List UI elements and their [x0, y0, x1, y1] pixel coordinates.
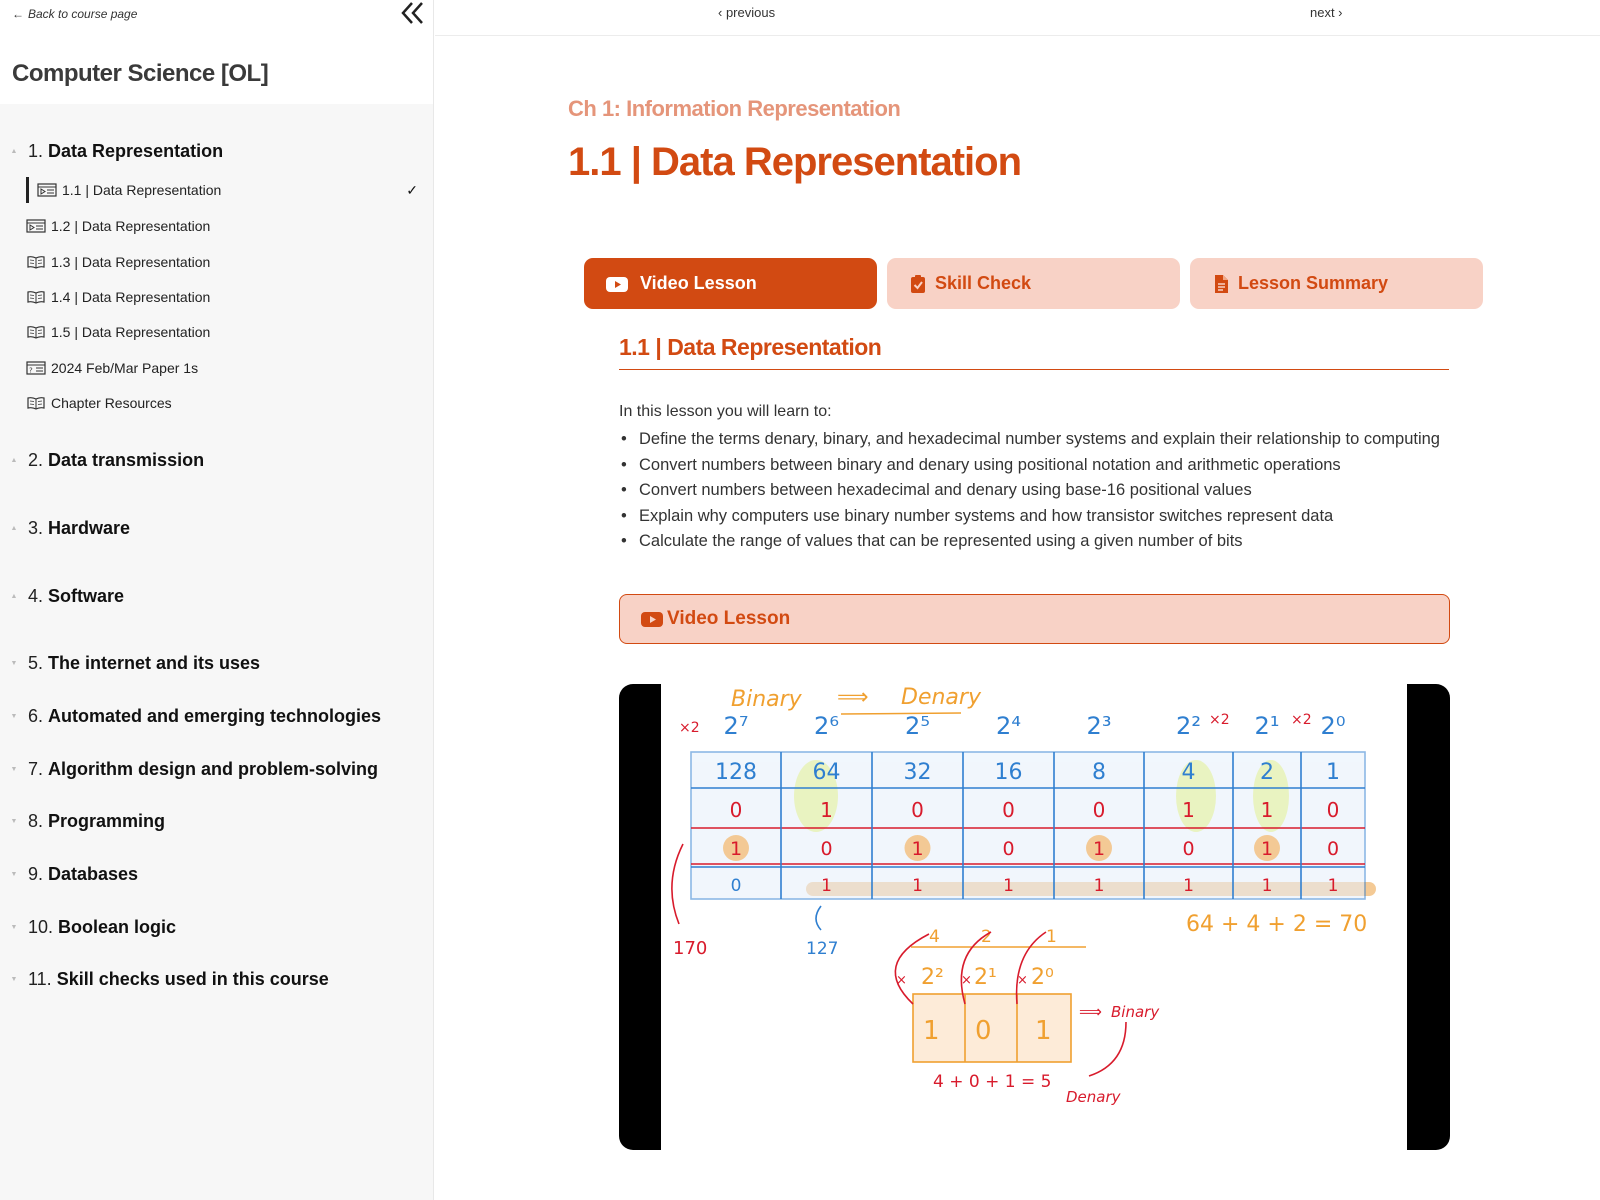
chapter-1[interactable] [0, 137, 434, 165]
place-value: 8 [1092, 760, 1106, 785]
video-lesson-banner[interactable] [619, 594, 1450, 644]
back-to-course-label: Back to course page [28, 7, 138, 21]
chapter-name: Automated and emerging technologies [48, 705, 382, 726]
row2-arrow [672, 844, 683, 924]
chapter-number: 7. [28, 758, 44, 779]
youtube-play-icon [606, 275, 628, 293]
page-title: 1.1 | Data Representation [568, 140, 1022, 184]
chapter-9[interactable] [0, 860, 434, 888]
small-binary-label: Binary [1111, 1003, 1160, 1021]
chapter-4[interactable] [0, 582, 434, 610]
lesson-1-1[interactable] [26, 177, 426, 203]
place-value: 64 [812, 760, 841, 785]
tab-label: Lesson Summary [1238, 273, 1389, 293]
chapter-number: 1. [28, 140, 44, 161]
chapter-number: 4. [28, 585, 44, 606]
row2-bit: 1 [1260, 838, 1274, 860]
chapter-7[interactable] [0, 755, 434, 783]
power-label: 2⁶ [814, 712, 839, 740]
expand-triangle-icon: ▲ [10, 524, 18, 532]
chapter-6[interactable] [0, 702, 434, 730]
clipboard-check-icon [907, 275, 929, 293]
row2-bit: 0 [1326, 838, 1340, 860]
chapter-name: Algorithm design and problem-solving [48, 758, 379, 779]
expand-triangle-icon: ▲ [10, 456, 18, 464]
tab-lesson-summary[interactable] [1190, 258, 1483, 309]
tab-video-lesson[interactable] [584, 258, 877, 309]
row3-bit: 1 [1093, 876, 1105, 896]
small-label: 2¹ [974, 965, 997, 990]
small-power: 2 [981, 927, 992, 947]
row3-result: 127 [806, 939, 839, 959]
lesson-label: 1.3 | Data Representation [51, 254, 211, 270]
objectives-intro: In this lesson you will learn to: [619, 403, 832, 420]
chapter-label: Ch 1: Information Representation [568, 96, 901, 121]
collapse-triangle-icon: ▼ [10, 870, 18, 878]
book-icon [26, 255, 46, 269]
row2-bit: 0 [820, 838, 833, 860]
small-bit: 1 [1035, 1016, 1052, 1046]
row2-bit: 1 [729, 838, 743, 860]
tab-label: Video Lesson [640, 273, 757, 293]
chapter-number: 3. [28, 517, 44, 538]
small-binary-arrow: ⟹ [1079, 1002, 1102, 1021]
place-value: 128 [715, 760, 757, 785]
course-sidebar [0, 0, 434, 1200]
row3-bit: 0 [730, 876, 742, 896]
collapse-triangle-icon: ▼ [10, 923, 18, 931]
tab-label: Skill Check [935, 273, 1032, 293]
row2-bit: 1 [911, 838, 924, 860]
list-item: • Calculate the range of values that can be represented using a given number of bits [619, 529, 1459, 555]
collapse-sidebar-button[interactable] [400, 0, 424, 31]
list-item: • Explain why computers use binary number systems and how transistor switches represent data [619, 504, 1459, 530]
row1-sum: 64 + 4 + 2 = 70 [1186, 912, 1368, 937]
collapse-triangle-icon: ▼ [10, 765, 18, 773]
lesson-label: 1.1 | Data Representation [62, 182, 222, 198]
objectives-list [619, 427, 1459, 555]
row2-bit: 0 [1002, 838, 1015, 860]
place-value: 4 [1181, 760, 1196, 785]
video-banner-label: Video Lesson [667, 608, 791, 629]
lesson-past-paper[interactable] [26, 355, 426, 381]
collapse-triangle-icon: ▼ [10, 975, 18, 983]
small-denary-label: Denary [1066, 1088, 1121, 1106]
times-two-note: ×2 [679, 720, 700, 736]
row2-bit: 1 [1092, 838, 1106, 860]
row3-bit: 1 [1261, 876, 1273, 896]
chapter-name: Skill checks used in this course [56, 968, 329, 989]
whiteboard-title-underline [841, 713, 961, 714]
chapter-10[interactable] [0, 913, 434, 941]
chapter-name: Boolean logic [58, 916, 177, 937]
row3-bit: 1 [1183, 876, 1194, 896]
row1-bit: 0 [1092, 798, 1106, 822]
book-icon [26, 325, 46, 339]
video-frame [661, 684, 1407, 1150]
whiteboard-title-left: Binary [731, 687, 802, 712]
chapter-number: 8. [28, 810, 44, 831]
place-value: 1 [1326, 760, 1340, 785]
row3-bit: 1 [1003, 876, 1014, 896]
power-label: 2⁰ [1320, 712, 1346, 740]
place-value: 16 [994, 760, 1023, 785]
times-two-note: ×2 [1291, 712, 1312, 728]
whiteboard-drawing [661, 684, 1407, 1150]
chapter-name: Databases [48, 863, 139, 884]
chapter-name: The internet and its uses [48, 652, 261, 673]
row1-bit: 1 [1260, 798, 1274, 822]
small-bit: 0 [975, 1016, 992, 1046]
tab-skill-check[interactable] [887, 258, 1180, 309]
lesson-label: 1.2 | Data Representation [51, 218, 211, 234]
power-label: 2³ [1086, 712, 1112, 740]
small-power: 4 [929, 927, 940, 947]
small-power: 1 [1046, 927, 1057, 947]
book-icon [26, 396, 46, 410]
chapter-number: 11. [28, 968, 52, 989]
small-bit: 1 [923, 1016, 940, 1046]
lesson-1-4[interactable] [26, 284, 426, 310]
small-denary-arrow [1089, 1022, 1126, 1076]
chapter-name: Hardware [48, 517, 131, 538]
chapter-number: 10. [28, 916, 54, 937]
document-icon [1210, 275, 1232, 293]
chapter-name: Data transmission [48, 449, 205, 470]
collapse-triangle-icon: ▼ [10, 817, 18, 825]
section-divider [619, 369, 1449, 370]
small-sum: 4 + 0 + 1 = 5 [933, 1072, 1052, 1092]
small-label: 2⁰ [1031, 965, 1054, 990]
chapter-name: Data Representation [48, 140, 224, 161]
chapter-11[interactable] [0, 965, 434, 993]
double-chevron-left-icon [400, 0, 424, 26]
lesson-pager [435, 0, 1600, 36]
place-value: 2 [1260, 760, 1274, 785]
chapter-2[interactable] [0, 446, 434, 474]
quiz-icon [26, 361, 46, 375]
video-player[interactable] [619, 684, 1450, 1150]
lesson-label: 1.4 | Data Representation [51, 289, 211, 305]
whiteboard-title-arrow: ⟹ [837, 685, 869, 710]
collapse-triangle-icon: ▼ [10, 712, 18, 720]
lesson-label: Chapter Resources [51, 395, 172, 411]
row2-result: 170 [673, 938, 708, 959]
expand-triangle-icon: ▲ [10, 592, 18, 600]
row1-bit: 0 [1002, 798, 1015, 822]
row3-arrow [816, 906, 821, 930]
arrow-left-icon: ← [12, 7, 24, 21]
video-lesson-icon [37, 183, 57, 197]
previous-link[interactable]: ‹ previous [718, 5, 776, 20]
small-example [895, 927, 1160, 1106]
power-label: 2⁵ [905, 712, 930, 740]
power-label: 2¹ [1254, 712, 1280, 740]
chapter-5[interactable] [0, 649, 434, 677]
small-times: × [896, 973, 907, 988]
row1-bit: 0 [1326, 798, 1340, 822]
course-title: Computer Science [OL] [12, 60, 269, 87]
video-lesson-icon [26, 219, 46, 233]
power-label: 2² [1176, 712, 1201, 740]
expand-triangle-icon: ▲ [10, 147, 18, 155]
section-title: 1.1 | Data Representation [619, 334, 882, 360]
lesson-label: 2024 Feb/Mar Paper 1s [51, 360, 199, 376]
row3-bit: 1 [1327, 876, 1339, 896]
whiteboard-title-right: Denary [901, 685, 981, 710]
list-item: • Convert numbers between hexadecimal and denary using base-16 positional values [619, 478, 1459, 504]
chapter-number: 6. [28, 705, 44, 726]
chapter-number: 2. [28, 449, 44, 470]
collapse-triangle-icon: ▼ [10, 659, 18, 667]
chapter-3[interactable] [0, 514, 434, 542]
lesson-chapter-resources[interactable] [26, 390, 426, 416]
power-label: 2⁷ [723, 712, 749, 740]
small-times: × [1017, 973, 1028, 988]
place-value: 32 [903, 760, 932, 785]
list-item: • Convert numbers between binary and denary using positional notation and arithmetic operations [619, 453, 1459, 479]
row3-bit: 1 [912, 876, 923, 896]
row1-bit: 0 [729, 798, 743, 822]
lesson-1-3[interactable] [26, 249, 426, 275]
row3-bit: 1 [821, 876, 832, 896]
chapter-name: Software [48, 585, 125, 606]
completed-check-icon: ✓ [406, 181, 418, 198]
chapter-name: Programming [48, 810, 166, 831]
lesson-label: 1.5 | Data Representation [51, 324, 211, 340]
youtube-play-icon [641, 610, 663, 628]
row1-bit: 1 [820, 798, 833, 822]
row1-bit: 0 [911, 798, 924, 822]
svg-text:?: ? [29, 366, 33, 375]
back-to-course-link[interactable] [12, 7, 137, 21]
small-times: × [961, 973, 972, 988]
times-two-note: ×2 [1209, 712, 1230, 728]
lesson-1-5[interactable] [26, 319, 426, 345]
list-item: • Define the terms denary, binary, and hexadecimal number systems and explain their relationship to computing [619, 427, 1459, 453]
lesson-1-2[interactable] [26, 213, 426, 239]
next-link[interactable]: next › [1310, 5, 1343, 20]
chapter-8[interactable] [0, 807, 434, 835]
row2-bit: 0 [1182, 838, 1195, 860]
power-label: 2⁴ [996, 712, 1021, 740]
chapter-number: 9. [28, 863, 44, 884]
sidebar-header [0, 0, 433, 104]
row1-bit: 1 [1182, 798, 1195, 822]
small-label: 2² [921, 965, 944, 990]
chapter-number: 5. [28, 652, 44, 673]
book-icon [26, 290, 46, 304]
